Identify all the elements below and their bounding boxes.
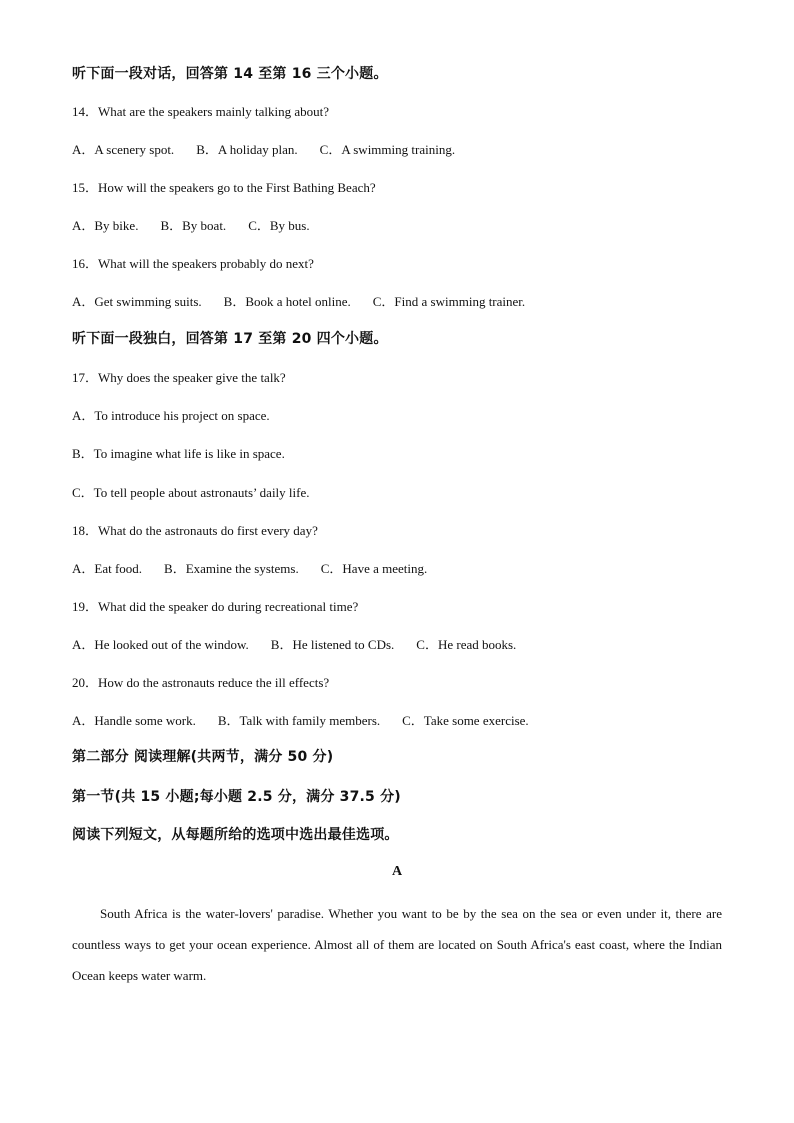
- part-two-title: 第二部分 阅读理解(共两节，满分 50 分): [72, 749, 334, 765]
- option-b: B．A holiday plan.: [196, 142, 298, 157]
- option-c: C．He read books.: [416, 637, 517, 652]
- part-two-subtitle: 第一节(共 15 小题;每小题 2.5 分，满分 37.5 分): [72, 789, 401, 805]
- question-16-options: [72, 294, 525, 310]
- question-18: 18．What do the astronauts do first every day?: [72, 523, 318, 538]
- option-c: C．Have a meeting.: [320, 561, 428, 576]
- passage-a: [72, 898, 722, 991]
- option-a: A．By bike.: [72, 218, 139, 233]
- question-19-options: [72, 637, 516, 653]
- section-heading-monologue: 听下面一段独白，回答第 17 至第 20 四个小题。: [72, 331, 388, 347]
- reading-instruction: 阅读下列短文，从每题所给的选项中选出最佳选项。: [72, 827, 399, 843]
- option-c: C．Find a swimming trainer.: [372, 294, 526, 309]
- option-b: B．Book a hotel online.: [223, 294, 351, 309]
- question-14-options: [72, 142, 455, 158]
- option-c: C．By bus.: [248, 218, 310, 233]
- question-15-options: [72, 218, 310, 234]
- question-17-option-a: A．To introduce his project on space.: [72, 408, 270, 423]
- option-a: A．He looked out of the window.: [72, 637, 249, 652]
- question-15: 15．How will the speakers go to the First Bathing Beach?: [72, 180, 376, 195]
- question-18-options: [72, 561, 427, 577]
- option-b: B．By boat.: [160, 218, 227, 233]
- question-16: 16．What will the speakers probably do next?: [72, 256, 314, 271]
- passage-text: South Africa is the water-lovers' paradise. Whether you want to be by the sea on the sea or even under it, there are countless ways to get your ocean experience. Almost all of them are located on South Africa's east coast, where the Indian Ocean keeps water warm.: [72, 906, 722, 983]
- question-19: 19．What did the speaker do during recreational time?: [72, 599, 359, 614]
- option-c: C．A swimming training.: [319, 142, 456, 157]
- option-a: A．Eat food.: [72, 561, 143, 576]
- option-b: B．Examine the systems.: [164, 561, 299, 576]
- option-c: C．Take some exercise.: [402, 713, 529, 728]
- option-b: B．Talk with family members.: [217, 713, 381, 728]
- question-17-option-b: B．To imagine what life is like in space.: [72, 446, 285, 461]
- question-17: 17．Why does the speaker give the talk?: [72, 370, 286, 385]
- option-a: A．Handle some work.: [72, 713, 196, 728]
- question-20: 20．How do the astronauts reduce the ill effects?: [72, 675, 330, 690]
- question-14: 14．What are the speakers mainly talking about?: [72, 104, 330, 119]
- section-heading-dialogue: 听下面一段对话，回答第 14 至第 16 三个小题。: [72, 66, 388, 82]
- option-b: B．He listened to CDs.: [270, 637, 395, 652]
- question-20-options: [72, 713, 529, 729]
- passage-label: A: [391, 864, 403, 879]
- option-a: A．Get swimming suits.: [72, 294, 202, 309]
- question-17-option-c: C．To tell people about astronauts’ daily life.: [72, 485, 310, 500]
- option-a: A．A scenery spot.: [72, 142, 175, 157]
